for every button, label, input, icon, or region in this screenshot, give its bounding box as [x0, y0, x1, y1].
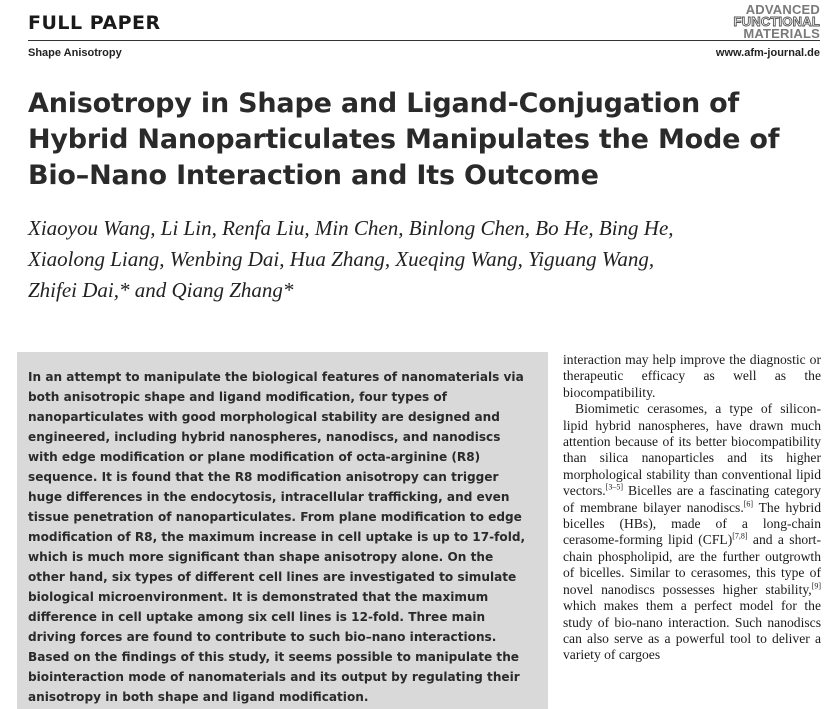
- logo-line-functional: FUNCTIONAL: [733, 14, 820, 29]
- author-list: [28, 213, 748, 306]
- journal-url: www.afm-journal.de: [715, 47, 820, 59]
- article-title: Anisotropy in Shape and Ligand-Conjugation of Hybrid Nanoparticulates Manipulates the Mode of Bio–Nano Interaction and Its Outcome: [28, 88, 780, 191]
- body-text: Bicelles are a fascinating category of membrane bilayer nanodiscs.: [563, 483, 821, 515]
- body-paragraph-2: [563, 401, 821, 664]
- author-line-1: Xiaoyou Wang, Li Lin, Renfa Liu, Min Chen, Binlong Chen, Bo He, Bing He,: [28, 216, 674, 240]
- abstract-text: In an attempt to manipulate the biological features of nanomaterials via both anisotropic shape and ligand modification, four types of nanoparticulates with good morphological stability are designed and engineered, including hybrid nanospheres, nanodiscs, and nanodiscs with edge modification or plane modification of octa-arginine (R8) sequence. It is found that the R8 modification anisotropy can trigger huge differences in the endocytosis, intracellular trafficking, and even tissue penetration of nanoparticulates. From plane modification to edge modification of R8, the maximum increase in cell uptake is up to 17-fold, which is much more significant than shape anisotropy alone. On the other hand, six types of different cell lines are investigated to simulate biological microenvironment. It is demonstrated that the maximum difference in cell uptake among six cell lines is 12-fold. Three main driving forces are found to contribute to such bio–nano interactions. Based on the findings of this study, it seems possible to manipulate the biointeraction mode of nanomaterials and its output by regulating their anisotropy in both shape and ligand modification.: [28, 370, 526, 704]
- body-text: and a short-chain phospholipid, are the further outgrowth of bicelles. Similar to cerasomes, this type of novel nanodiscs possesses higher stability,: [563, 532, 821, 597]
- body-column: [563, 352, 821, 664]
- section-tag: Shape Anisotropy: [28, 47, 122, 59]
- body-paragraph-1: interaction may help improve the diagnostic or therapeutic efficacy as well as the biocompatibility.: [563, 352, 821, 400]
- citation-ref[interactable]: [9]: [811, 581, 821, 591]
- body-text: The hybrid bicelles (HBs), made of a long-chain cerasome-forming lipid (CFL): [563, 499, 821, 548]
- citation-ref[interactable]: [3–5]: [605, 482, 623, 492]
- journal-logo: [728, 4, 820, 40]
- citation-ref[interactable]: [7,8]: [732, 531, 748, 541]
- header-left: [28, 12, 161, 34]
- author-line-2: Xiaolong Liang, Wenbing Dai, Hua Zhang, Xueqing Wang, Yiguang Wang,: [28, 247, 655, 271]
- body-text: Biomimetic cerasomes, a type of silicon-lipid hybrid nanospheres, have drawn much attention because of its better biocompatibility than silica nanoparticles and its higher morphological stability than conventional lipid vectors.: [563, 401, 821, 499]
- citation-ref[interactable]: [6]: [743, 499, 754, 509]
- body-text: which makes them a perfect model for the study of bio-nano interaction. Such nanodiscs can also serve as a powerful tool to deliver a variety of cargoes: [563, 598, 821, 663]
- logo-line-advanced: ADVANCED: [745, 2, 820, 17]
- logo-line-materials: MATERIALS: [743, 26, 820, 41]
- header-rule: [28, 40, 820, 41]
- author-line-3: Zhifei Dai,* and Qiang Zhang*: [28, 278, 294, 302]
- full-paper-label: FULL PAPER: [28, 12, 161, 34]
